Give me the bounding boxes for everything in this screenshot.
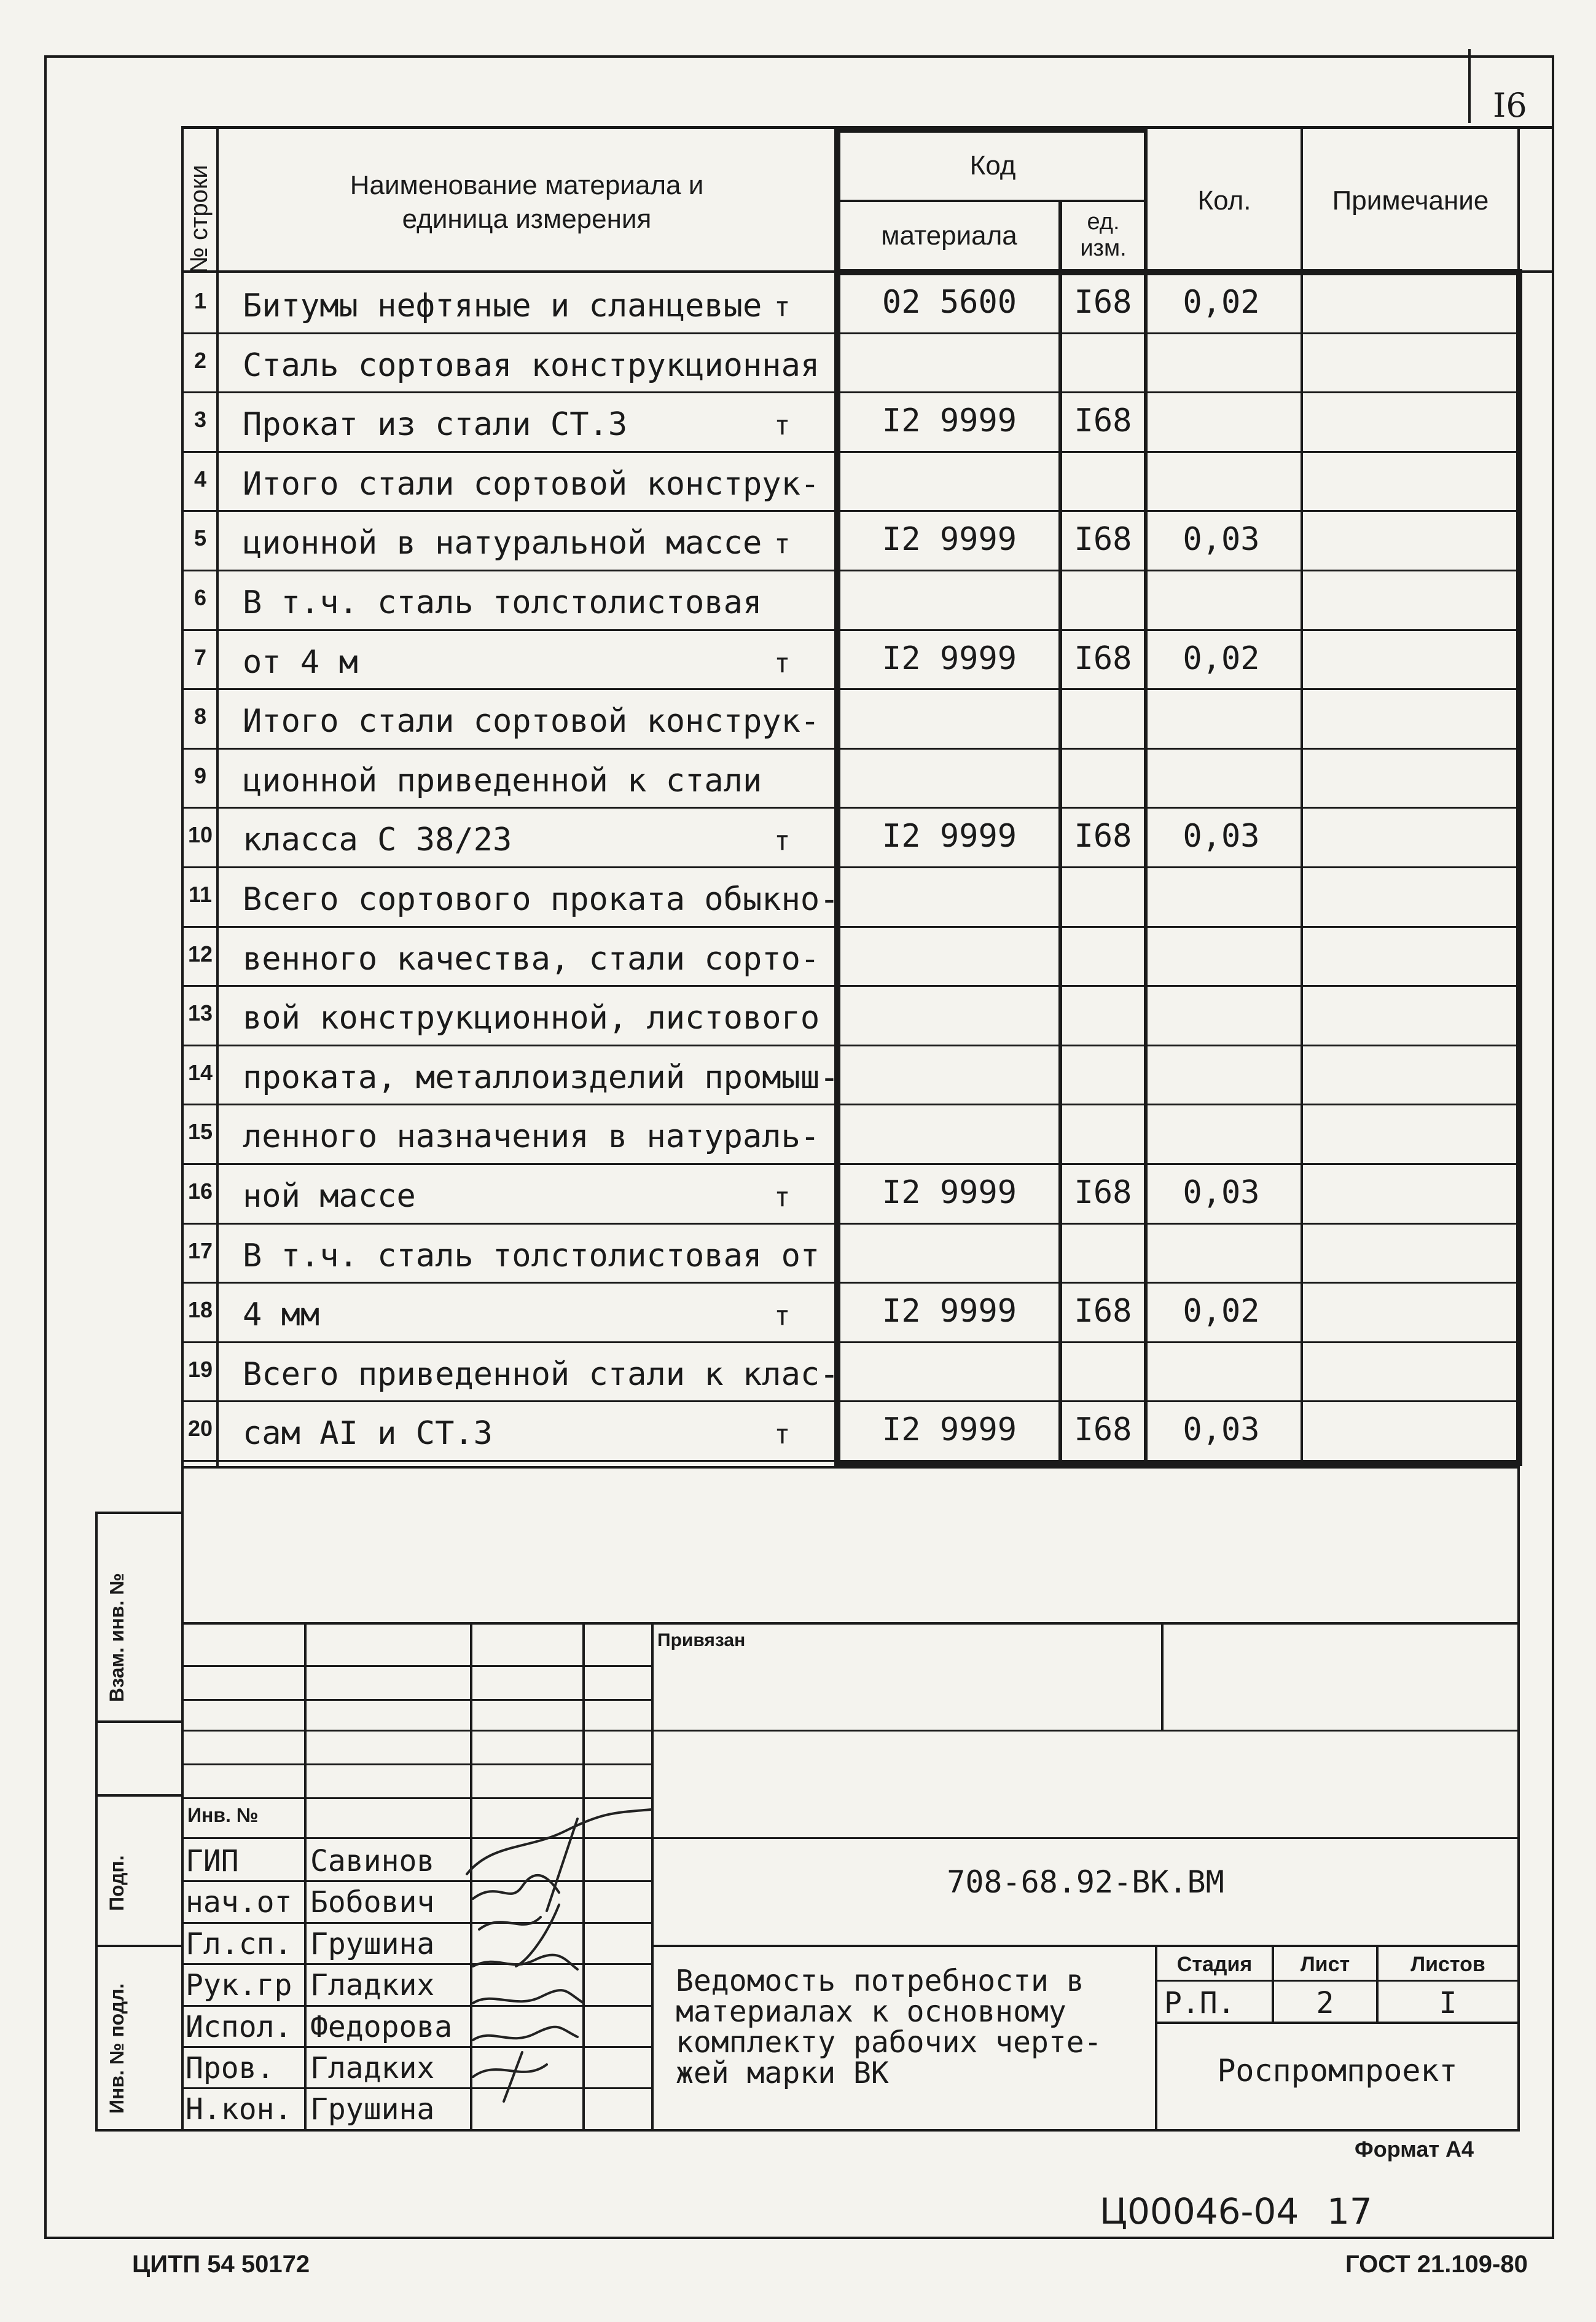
material-name: В т.ч. сталь толстолистовая xyxy=(243,584,762,621)
row-number: 6 xyxy=(194,585,207,610)
unit-label: т xyxy=(774,410,791,441)
code-material-header: материала xyxy=(881,221,1017,251)
material-code: I2 9999 xyxy=(882,402,1017,439)
material-name: 4 мм xyxy=(243,1296,320,1333)
signer-role: ГИП xyxy=(186,1844,239,1878)
material-code: I2 9999 xyxy=(882,640,1017,677)
row-number: 17 xyxy=(187,1238,213,1263)
quantity: 0,02 xyxy=(1183,640,1260,677)
signer-role: Пров. xyxy=(186,2051,275,2085)
material-name: сам АI и СТ.3 xyxy=(243,1415,493,1452)
row-number: 10 xyxy=(187,822,213,847)
material-name: ционной приведенной к стали xyxy=(243,763,762,799)
unit-code: I68 xyxy=(1074,521,1132,558)
sheet-label: Лист xyxy=(1300,1953,1350,1976)
unit-label: т xyxy=(774,528,791,560)
material-name: от 4 м xyxy=(243,644,358,681)
row-number: 8 xyxy=(194,704,207,729)
name-header-line1: Наименование материала и xyxy=(350,170,704,200)
row-number: 4 xyxy=(194,466,207,492)
unit-code: I68 xyxy=(1074,640,1132,677)
row-number: 16 xyxy=(187,1179,213,1204)
code-header: Код xyxy=(969,151,1016,181)
row-number: 12 xyxy=(187,941,213,967)
unit-code: I68 xyxy=(1074,402,1132,439)
material-name: Всего приведенной стали к клас- xyxy=(243,1356,839,1393)
material-name: Сталь сортовая конструкционная xyxy=(243,347,820,384)
organization: Роспромпроект xyxy=(1217,2053,1458,2089)
format-label: Формат А4 xyxy=(1355,2136,1474,2162)
row-number: 3 xyxy=(194,407,207,432)
signer-name: Бобович xyxy=(310,1885,435,1920)
unit-label: т xyxy=(774,825,791,857)
row-number: 11 xyxy=(188,882,213,907)
material-code: I2 9999 xyxy=(882,1174,1017,1211)
handwritten-signatures xyxy=(455,1806,657,2126)
row-number: 2 xyxy=(194,348,207,373)
material-name: ленного назначения в натураль- xyxy=(243,1118,820,1155)
material-code: I2 9999 xyxy=(882,1293,1017,1330)
material-name: Итого стали сортовой конструк- xyxy=(243,703,820,740)
material-name: вой конструкционной, листового xyxy=(243,1000,820,1037)
material-name: класса С 38/23 xyxy=(243,822,512,858)
material-name: проката, металлоизделий промыш- xyxy=(243,1059,839,1096)
sheets-value: I xyxy=(1439,1986,1457,2020)
signer-role: Н.кон. xyxy=(186,2092,292,2127)
material-name: ной массе xyxy=(243,1178,416,1215)
material-code: I2 9999 xyxy=(882,818,1017,855)
note-header: Примечание xyxy=(1332,186,1489,216)
unit-code: I68 xyxy=(1074,1293,1132,1330)
unit-label: т xyxy=(774,1182,791,1213)
signer-name: Грушина xyxy=(310,1927,435,1961)
code-unit-header-1: ед. xyxy=(1087,209,1120,235)
signer-role: нач.от xyxy=(186,1885,292,1920)
material-code: I2 9999 xyxy=(882,1411,1017,1448)
material-name: Всего сортового проката обыкно- xyxy=(243,881,839,918)
quantity: 0,02 xyxy=(1183,284,1260,321)
footer-left: ЦИТП 54 50172 xyxy=(132,2251,310,2278)
inv-no-label: Инв. № xyxy=(187,1804,259,1826)
row-number: 14 xyxy=(187,1060,213,1085)
material-code: I2 9999 xyxy=(882,521,1017,558)
stage-value: Р.П. xyxy=(1164,1986,1235,2020)
doc-title-1: Ведомость потребности в xyxy=(676,1964,1084,1998)
name-header-line2: единица измерения xyxy=(402,204,652,234)
sheet-value: 2 xyxy=(1316,1986,1334,2020)
quantity: 0,03 xyxy=(1183,521,1260,558)
unit-code: I68 xyxy=(1074,1411,1132,1448)
row-number: 18 xyxy=(187,1297,213,1322)
row-number: 9 xyxy=(194,763,207,788)
row-number: 7 xyxy=(194,645,207,670)
material-name: Итого стали сортовой конструк- xyxy=(243,466,820,503)
quantity: 0,03 xyxy=(1183,818,1260,855)
row-number: 19 xyxy=(187,1357,213,1382)
row-number: 1 xyxy=(194,288,207,313)
footer-right: ГОСТ 21.109-80 xyxy=(1345,2251,1528,2278)
podp-label: Подп. xyxy=(106,1855,128,1911)
unit-code: I68 xyxy=(1074,284,1132,321)
unit-label: т xyxy=(774,1300,791,1332)
inv-podl-label: Инв. № подл. xyxy=(106,1983,128,2114)
material-name: ционной в натуральной массе xyxy=(243,525,762,562)
sheet-number: I6 xyxy=(1493,86,1527,125)
archive-page: 17 xyxy=(1327,2191,1372,2232)
quantity: 0,03 xyxy=(1183,1174,1260,1211)
doc-code: 708-68.92-ВК.ВМ xyxy=(947,1864,1224,1900)
sheets-label: Листов xyxy=(1410,1953,1485,1976)
signer-name: Гладких xyxy=(310,2051,435,2085)
signer-name: Гладких xyxy=(310,1968,435,2002)
row-number-header: № строки xyxy=(186,165,213,273)
row-number: 15 xyxy=(187,1119,213,1144)
unit-label: т xyxy=(774,1419,791,1450)
col-line-left xyxy=(181,126,184,2129)
unit-code: I68 xyxy=(1074,818,1132,855)
archive-number: Ц00046-04 xyxy=(1100,2191,1299,2232)
signer-role: Гл.сп. xyxy=(186,1927,292,1961)
vzam-inv-label: Взам. инв. № xyxy=(106,1573,128,1702)
row-number: 13 xyxy=(187,1000,213,1026)
privyazan-label: Привязан xyxy=(657,1630,746,1650)
material-name: В т.ч. сталь толстолистовая от xyxy=(243,1237,820,1274)
material-name: Прокат из стали СТ.3 xyxy=(243,406,628,443)
doc-title-3: комплекту рабочих черте- xyxy=(676,2025,1102,2060)
quantity: 0,03 xyxy=(1183,1411,1260,1448)
signer-name: Грушина xyxy=(310,2092,435,2127)
code-unit-header-2: изм. xyxy=(1080,235,1127,261)
row-number: 5 xyxy=(194,525,207,551)
unit-label: т xyxy=(774,648,791,679)
signer-name: Савинов xyxy=(310,1844,435,1878)
qty-header: Кол. xyxy=(1197,186,1251,216)
row-number: 20 xyxy=(187,1416,213,1441)
unit-label: т xyxy=(774,291,791,323)
stage-label: Стадия xyxy=(1176,1953,1253,1976)
quantity: 0,02 xyxy=(1183,1293,1260,1330)
doc-title-4: жей марки ВК xyxy=(676,2056,889,2090)
signer-name: Федорова xyxy=(310,2010,453,2044)
unit-code: I68 xyxy=(1074,1174,1132,1211)
signer-role: Рук.гр xyxy=(186,1968,292,2002)
doc-title-2: материалах к основному xyxy=(676,1994,1066,2029)
signer-role: Испол. xyxy=(186,2010,292,2044)
material-name: венного качества, стали сорто- xyxy=(243,941,820,978)
material-name: Битумы нефтяные и сланцевые xyxy=(243,288,762,324)
material-code: 02 5600 xyxy=(882,284,1017,321)
